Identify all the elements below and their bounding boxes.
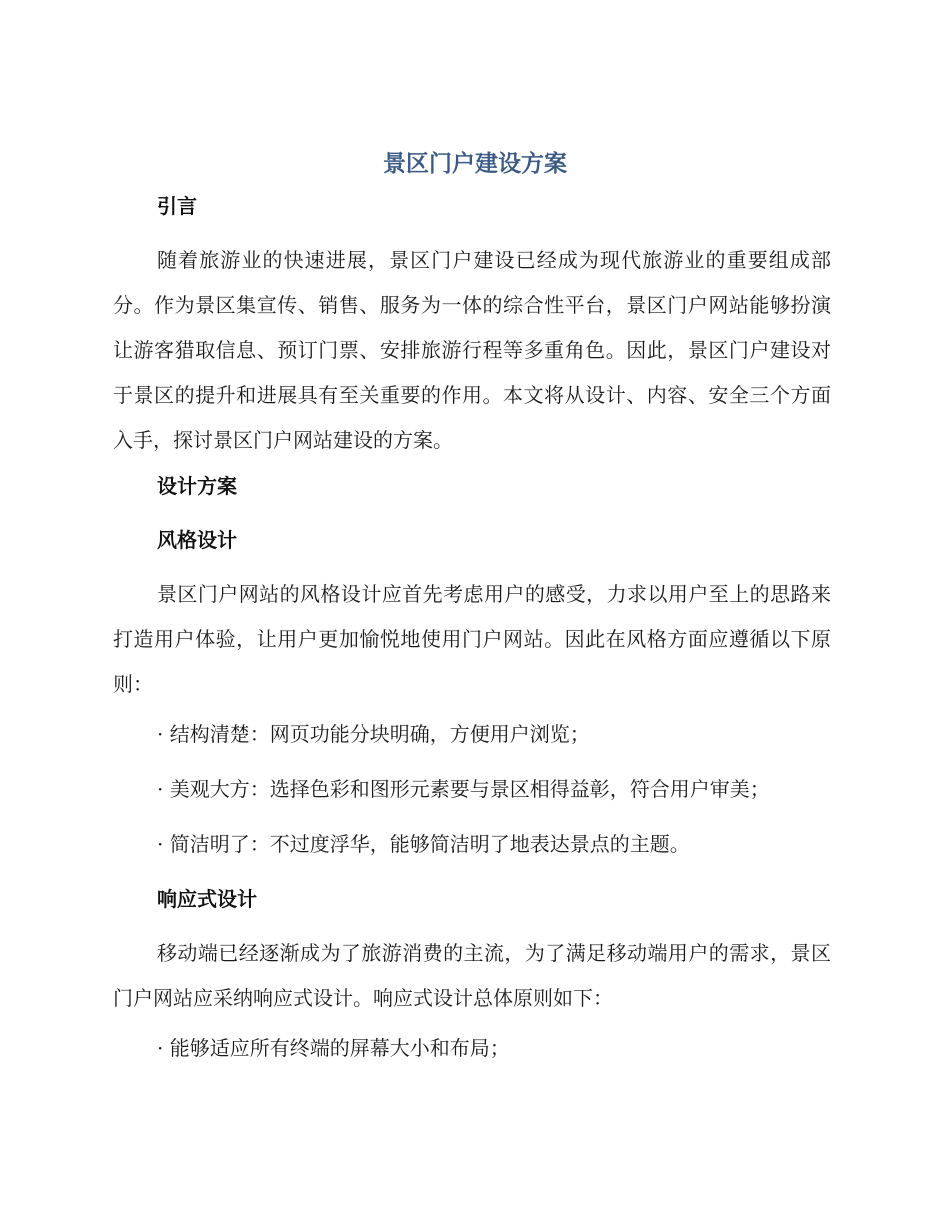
style-paragraph: 景区门户网站的风格设计应首先考虑用户的感受，力求以用户至上的思路来打造用户体验，让用户更加愉悦地使用门户网站。因此在风格方面应遵循以下原则：: [113, 582, 831, 696]
intro-paragraph: 随着旅游业的快速进展，景区门户建设已经成为现代旅游业的重要组成部分。作为景区集宣传、销售、服务为一体的综合性平台，景区门户网站能够扮演让游客猎取信息、预订门票、安排旅游行程等多重角色。因此，景区门户建设对于景区的提升和进展具有至关重要的作用。本文将从设计、内容、安全三个方面入手，探讨景区门户网站建设的方案。: [113, 248, 831, 452]
responsive-bullet-adapt: · 能够适应所有终端的屏幕大小和布局；: [157, 1036, 510, 1060]
style-heading: 风格设计: [157, 528, 237, 552]
responsive-heading: 响应式设计: [157, 887, 257, 911]
style-bullet-simplicity: · 简洁明了：不过度浮华，能够简洁明了地表达景点的主题。: [157, 832, 690, 856]
design-heading: 设计方案: [157, 474, 237, 498]
style-bullet-structure: · 结构清楚：网页功能分块明确，方便用户浏览；: [157, 722, 590, 746]
style-bullet-aesthetics: · 美观大方：选择色彩和图形元素要与景区相得益彰，符合用户审美；: [157, 777, 770, 801]
intro-heading: 引言: [157, 194, 197, 218]
responsive-paragraph: 移动端已经逐渐成为了旅游消费的主流，为了满足移动端用户的需求，景区门户网站应采纳响应式设计。响应式设计总体原则如下：: [113, 941, 831, 1010]
document-title: 景区门户建设方案: [383, 151, 567, 177]
